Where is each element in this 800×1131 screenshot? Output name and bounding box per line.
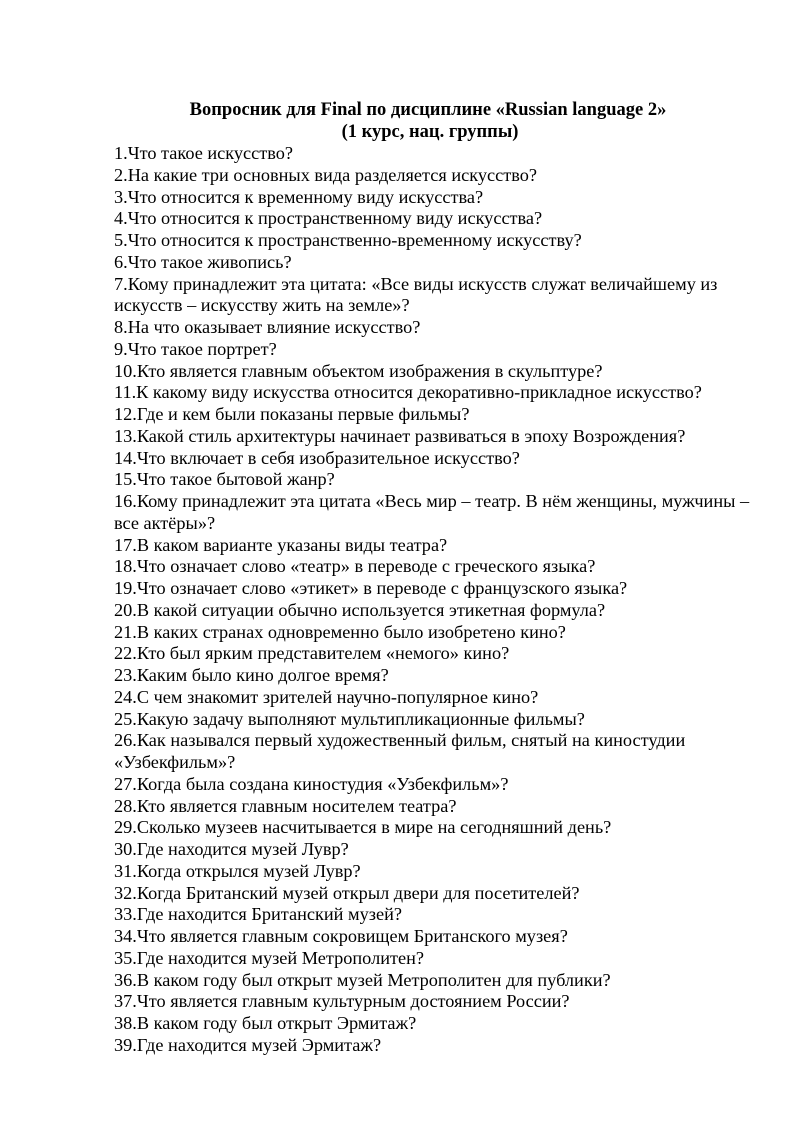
question-item: 5.Что относится к пространственно-временному искусству? [114,230,582,250]
question-item: 25.Какую задачу выполняют мультипликационные фильмы? [114,708,585,729]
question-item: 30.Где находится музей Лувр? [114,839,349,859]
question-item: 22.Кто был ярким представителем «немого» кино? [114,643,510,664]
question-item: 27.Когда была создана киностудия «Узбекфильм»? [114,773,509,794]
question-item: 14.Что включает в себя изобразительное искусство? [114,447,520,468]
question-item: 31.Когда открылся музей Лувр? [114,860,361,881]
question-item: 13.Какой стиль архитектуры начинает развиваться в эпоху Возрождения? [114,425,686,446]
question-item: 26.Как назывался первый художественный фильм, снятый на киностудии «Узбекфильм»? [114,730,686,772]
question-item: 16.Кому принадлежит эта цитата «Весь мир – театр. В нём женщины, мужчины – все актёры»? [114,491,750,533]
question-item: 11.К какому виду искусства относится декоративно-прикладное искусство? [114,382,702,403]
question-item: 18.Что означает слово «театр» в переводе с греческого языка? [114,556,596,577]
question-item: 17.В каком варианте указаны виды театра? [114,534,448,555]
question-item: 33.Где находится Британский музей? [114,904,402,925]
question-item: 4.Что относится к пространственному виду искусства? [114,208,543,229]
question-list [114,143,754,1057]
question-item: 21.В каких странах одновременно было изобретено кино? [114,621,566,642]
question-item: 32.Когда Британский музей открыл двери для посетителей? [114,882,580,903]
question-item: 1.Что такое искусство? [114,143,294,163]
question-item: 8.На что оказывает влияние искусство? [114,317,421,337]
question-item: 20.В какой ситуации обычно используется этикетная формула? [114,599,606,620]
question-item: 39.Где находится музей Эрмитаж? [114,1034,382,1055]
question-item: 36.В каком году был открыт музей Метрополитен для публики? [114,969,611,990]
question-item: 7.Кому принадлежит эта цитата: «Все виды искусств служат величайшему из искусств – искусству жить на земле»? [114,273,718,316]
document-subtitle: (1 курс, нац. группы) [341,122,519,142]
question-item: 28.Кто является главным носителем театра? [114,795,457,816]
document-title: Вопросник для Final по дисциплине «Russian language 2» [189,100,667,120]
question-item: 38.В каком году был открыт Эрмитаж? [114,1013,417,1033]
question-item: 19.Что означает слово «этикет» в переводе с французского языка? [114,578,628,598]
question-item: 9.Что такое портрет? [114,338,277,359]
question-item: 24.С чем знакомит зрителей научно-популярное кино? [114,686,539,707]
question-item: 3.Что относится к временному виду искусства? [114,186,484,207]
question-item: 34.Что является главным сокровищем Британского музея? [114,926,568,946]
question-item: 2.На какие три основных вида разделяется искусство? [114,164,537,185]
question-item: 10.Кто является главным объектом изображения в скульптуре? [114,360,603,381]
question-item: 37.Что является главным культурным достоянием России? [114,991,570,1012]
question-item: 29.Сколько музеев насчитывается в мире на сегодняшний день? [114,817,612,838]
question-item: 35.Где находится музей Метрополитен? [114,947,424,968]
question-item: 12.Где и кем были показаны первые фильмы? [114,404,470,424]
question-item: 23.Каким было кино долгое время? [114,665,389,685]
question-item: 6.Что такое живопись? [114,251,292,272]
question-item: 15.Что такое бытовой жанр? [114,469,335,490]
